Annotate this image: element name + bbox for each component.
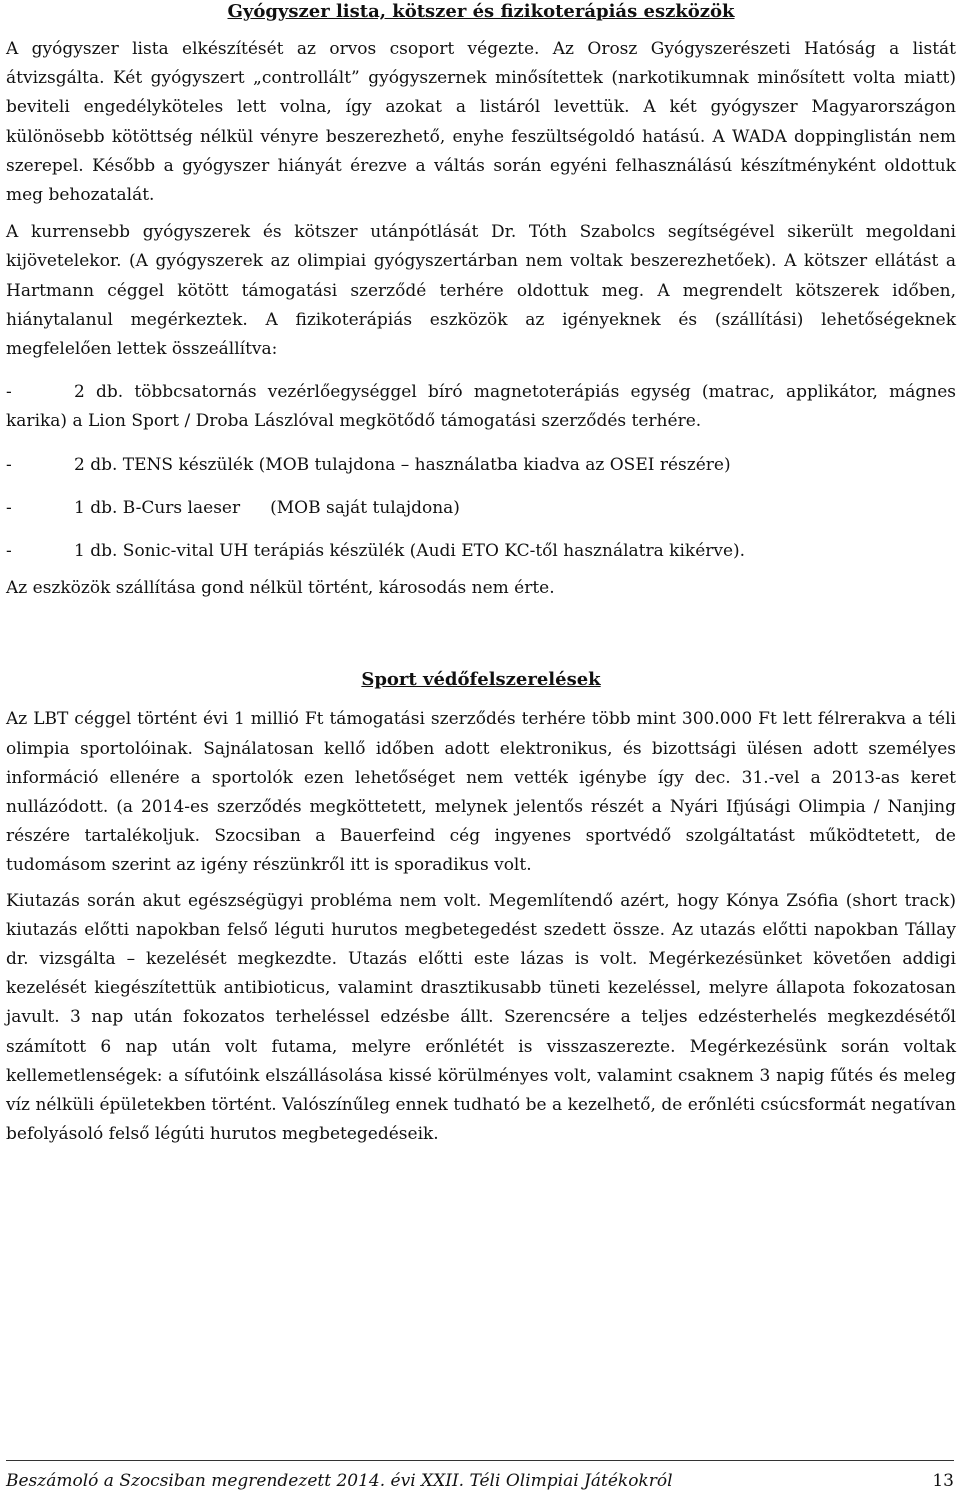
paragraph-transport: Az eszközök szállítása gond nélkül történt, károsodás nem érte. [6, 578, 555, 599]
list-dash: - [6, 497, 12, 518]
list-item-text: 2 db. többcsatornás vezérlőegységgel bíró magnetoterápiás egység (matrac, applikátor, mágnes karika) a Lion Sport / Droba Lászlóval megkötődő támogatási szerződés terhére. [6, 382, 956, 432]
paragraph-health-report: Kiutazás során akut egészségügyi probléma nem volt. Megemlítendő azért, hogy Kónya Zsófia (short track) kiutazás előtti napokban felső léguti hurutos megbetegedést szedett össze. Az utazás előtti napokban Tállay dr. vizsgálta – kezelését megkezdte. Utazás előtti este lázas is volt. Megérkezésünket követően addigi kezelését kiegészítettük antibioticus, valamint drasztikusabb tüneti kezeléssel, melyre állapota fokozatosan javult. 3 nap után fokozatos terheléssel edzésbe állt. Szerencsére a teljes edzésterhelés megkezdésétől számított 6 nap után volt futama, melyre erőnlétét is visszaszerezte. Megérkezésünk során voltak kellemetlenségek: a sífutóink elszállásolása kissé körülményes volt, valamint csaknem 3 napig fűtés és meleg víz nélküli épületekben történt. Valószínűleg ennek tudható be a kezelhető, de erőnléti csúcsformát negatívan befolyásoló felső légúti hurutos megbetegedéseik. [6, 890, 956, 1145]
section-protective-gear [6, 667, 956, 1149]
section-heading-medicine: Gyógyszer lista, kötszer és fizikoterápiás eszközök [227, 1, 735, 22]
list-item-text: 1 db. B-Curs laeser [74, 497, 241, 518]
paragraph-medicine-list: A gyógyszer lista elkészítését az orvos csoport végezte. Az Orosz Gyógyszerészeti Hatóság a listát átvizsgálta. Két gyógyszert „controllált” gyógyszernek minősítettek (narkotikumnak minősített volta miatt) beviteli engedélyköteles lett volna, így azokat a listáról levettük. A két gyógyszer Magyarországon különösebb kötöttség nélkül vényre beszerezhető, enyhe feszültségoldó hatású. A WADA doppinglistán nem szerepel. Később a gyógyszer hiányát érezve a váltás során egyéni felhasználású készítményként oldottuk meg behozatalát. [6, 39, 956, 206]
list-dash: - [6, 382, 12, 403]
footer-divider [6, 1460, 954, 1461]
list-item [6, 378, 956, 436]
list-item [6, 494, 956, 523]
list-item-text: 1 db. Sonic-vital UH terápiás készülék (Audi ETO KC-től használatra kikérve). [74, 541, 746, 562]
page-footer [6, 1468, 954, 1494]
paragraph-supplies: A kurrensebb gyógyszerek és kötszer utánpótlását Dr. Tóth Szabolcs segítségével sikerült megoldani kijövetelekor. (A gyógyszerek az olimpiai gyógyszertárban nem voltak beszerezhetőek). A kötszer ellátást a Hartmann céggel kötött támogatási szerződé terhére oldottuk meg. A megrendelt kötszerek időben, hiánytalanul megérkeztek. A fizikoterápiás eszközök az igényeknek és (szállítási) lehetőségeknek megfelelően lettek összeállítva: [6, 222, 956, 360]
list-item [6, 451, 956, 480]
paragraph-lbt-sponsorship: Az LBT céggel történt évi 1 millió Ft támogatási szerződés terhére több mint 300.000 Ft lett félrerakva a téli olimpia sportolóinak. Sajnálatosan kellő időben adott elektronikus, és bizottsági ülésen adott személyes információ ellenére a sportolók ezen lehetőséget nem vették igénybe így dec. 31.-vel a 2013-as keret nullázódott. (a 2014-es szerződés megköttetett, melynek jelentős részét a Nyári Ifjúsági Olimpia / Nanjing részére tartalékoljuk. Szocsiban a Bauerfeind cég ingyenes sportvédő szolgáltatást működtetett, de tudomásom szerint az igény részünkről itt is sporadikus volt. [6, 709, 956, 876]
section-medicine [6, 0, 956, 603]
list-dash: - [6, 541, 12, 562]
footer-title: Beszámoló a Szocsiban megrendezett 2014. évi XXII. Téli Olimpiai Játékokról [6, 1471, 673, 1491]
list-item-text: 2 db. TENS készülék (MOB tulajdona – használatba kiadva az OSEI részére) [74, 454, 731, 475]
list-item-note: (MOB saját tulajdona) [270, 497, 460, 518]
document-page [6, 0, 956, 1150]
page-number: 13 [932, 1471, 954, 1491]
list-dash: - [6, 454, 12, 475]
equipment-list [6, 378, 956, 566]
section-heading-protective-gear: Sport védőfelszerelések [361, 669, 601, 691]
list-item [6, 537, 956, 566]
